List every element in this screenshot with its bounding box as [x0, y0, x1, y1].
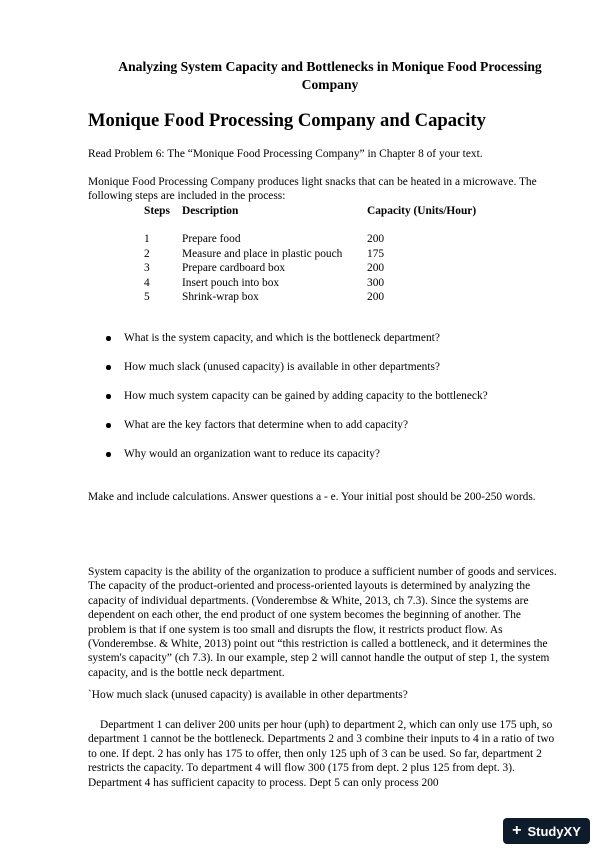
list-item [106, 418, 488, 447]
steps-table [144, 204, 487, 304]
question-text: What are the key factors that determine when to add capacity? [124, 419, 408, 431]
question-text: How much system capacity can be gained by adding capacity to the bottleneck? [124, 390, 488, 402]
step-description: Shrink-wrap box [182, 291, 259, 304]
header-steps: Steps [144, 205, 170, 217]
studyxy-badge[interactable] [503, 818, 590, 844]
plus-icon: + [512, 822, 522, 839]
intro-paragraph: Read Problem 6: The “Monique Food Processing Company” in Chapter 8 of your text. [88, 148, 483, 160]
answer-question-2: `How much slack (unused capacity) is available in other departments? [88, 689, 408, 701]
table-row [144, 261, 487, 275]
table-row [144, 232, 487, 246]
step-number: 2 [144, 247, 150, 260]
step-capacity: 200 [367, 262, 385, 275]
bullet-icon [106, 452, 111, 457]
table-row [144, 276, 487, 290]
instructions-paragraph: Make and include calculations. Answer questions a - e. Your initial post should be 200-250 words. [88, 491, 536, 503]
bullet-icon [106, 394, 111, 399]
description-paragraph: Monique Food Processing Company produces light snacks that can be heated in a microwave. The following steps are included in the process: [88, 176, 537, 203]
header-description: Description [182, 205, 239, 217]
step-capacity: 300 [367, 276, 385, 289]
answer-paragraph-2: Department 1 can deliver 200 units per hour (uph) to department 2, which can only use 175 uph, so department 1 cannot be the bottleneck. Departments 2 and 3 combine their inputs to 4 in a ratio of two to one. If dept. 2 has only has 175 to offer, then only 125 uph of 3 can be used. So far, department 2 restricts the capacity. To department 4 will flow 300 (175 from dept. 2 plus 125 from dept. 3). Department 4 has sufficient capacity to process. Dept 5 can only process 200 [88, 719, 555, 789]
step-description: Measure and place in plastic pouch [182, 247, 343, 260]
badge-label: StudyXY [527, 823, 581, 839]
bullet-icon [106, 365, 111, 370]
step-capacity: 175 [367, 247, 385, 260]
section-heading: Monique Food Processing Company and Capacity [88, 110, 486, 131]
header-capacity: Capacity (Units/Hour) [367, 205, 477, 217]
step-description: Prepare cardboard box [182, 262, 286, 275]
list-item [106, 331, 488, 360]
step-number: 5 [144, 291, 150, 304]
bullet-icon [106, 336, 111, 341]
list-item [106, 389, 488, 418]
step-description: Insert pouch into box [182, 276, 280, 289]
question-text: How much slack (unused capacity) is available in other departments? [124, 361, 440, 373]
questions-list [106, 331, 488, 476]
bullet-icon [106, 423, 111, 428]
table-row [144, 290, 487, 304]
document-title: Analyzing System Capacity and Bottlenecks in Monique Food Processing Company [118, 59, 542, 92]
list-item [106, 447, 488, 476]
table-header-row [144, 204, 487, 218]
step-number: 1 [144, 233, 150, 246]
question-text: What is the system capacity, and which is the bottleneck department? [124, 332, 440, 344]
step-number: 3 [144, 262, 150, 275]
list-item [106, 360, 488, 389]
step-capacity: 200 [367, 233, 385, 246]
step-number: 4 [144, 276, 150, 289]
answer-paragraph-1: System capacity is the ability of the organization to produce a sufficient number of goods and services. The capacity of the product-oriented and process-oriented layouts is determined by analyzing the capacity of individual departments. (Vonderembse & White, 2013, ch 7.3). Since the systems are dependent on each other, the end product of one system becomes the beginning of another. The problem is that if one system is too small and disrupts the flow, it restricts product flow. As (Vonderembse. & White, 2013) point out “this restriction is called a bottleneck, and it determines the system's capacity” (ch 7.3). In our example, step 2 will cannot handle the output of step 1, the system capacity, and is the bottle neck department. [88, 566, 557, 679]
step-capacity: 200 [367, 291, 385, 304]
table-row [144, 247, 487, 261]
question-text: Why would an organization want to reduce its capacity? [124, 448, 380, 460]
step-description: Prepare food [182, 233, 241, 246]
